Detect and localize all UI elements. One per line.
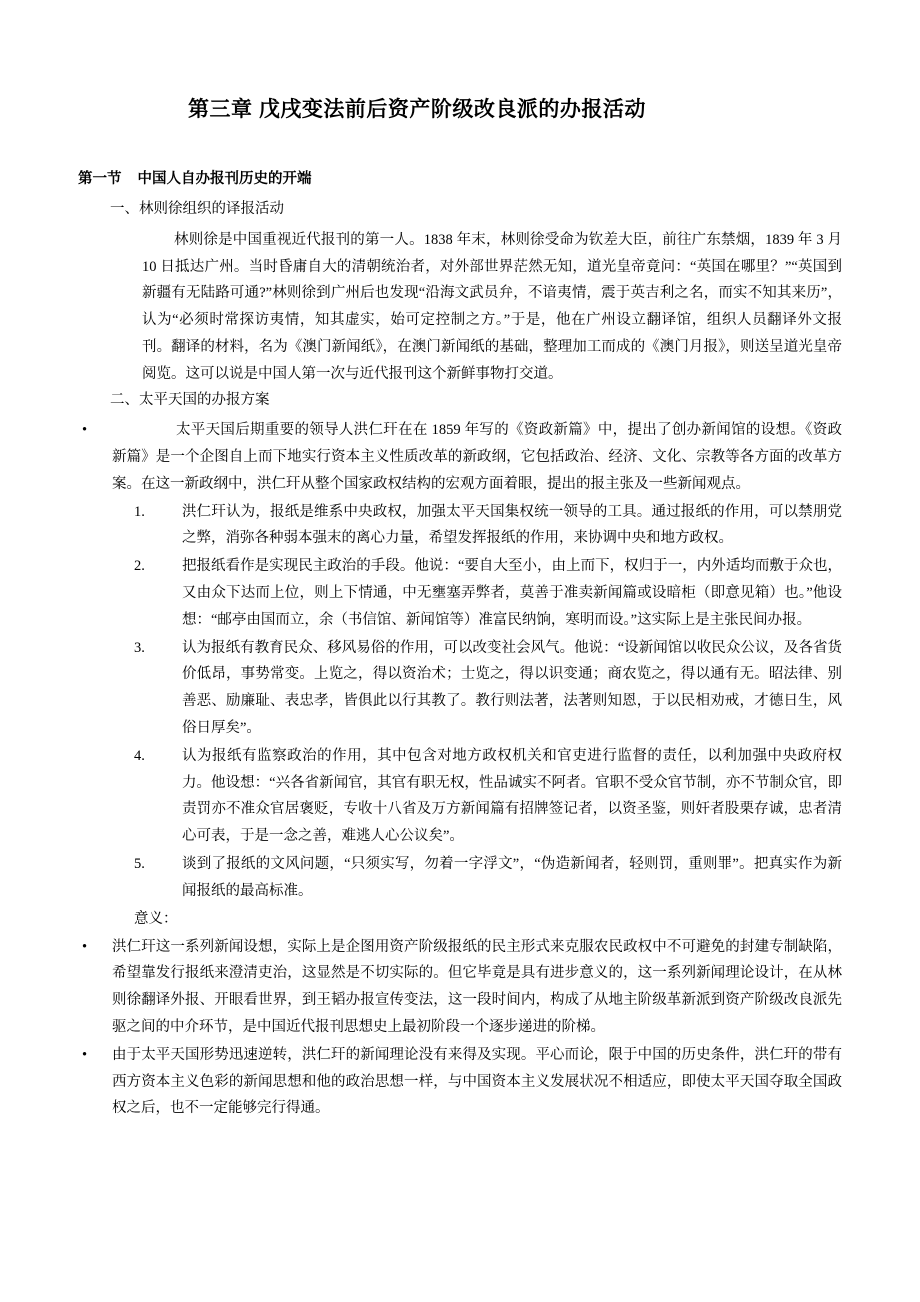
list-item-text: 洪仁玕这一系列新闻设想，实际上是企图用资产阶级报纸的民主形式来克服农民政权中不可避免的封建专制缺陷，希望靠发行报纸来澄清吏治，这显然是不切实际的。但它毕竟是具有进步意义的，这一系列新闻理论设计，在从林则徐翻译外报、开眼看世界，到王韬办报宣传变法，这一段时间内，构成了从地主阶级革新派到资产阶级改良派先驱之间的中介环节，是中国近代报刊思想史上最初阶段一个逐步递进的阶梯。	[112, 938, 842, 1035]
list-item-text: 谈到了报纸的文风问题，“只须实写，勿着一字浮文”，“伪造新闻者，轻则罚，重则罪”。把真实作为新闻报纸的最高标准。	[182, 856, 842, 899]
list-item-text: 洪仁玕认为，报纸是维系中央政权，加强太平天国集权统一领导的工具。通过报纸的作用，可以禁朋党之弊，消弥各种弱本强末的离心力量，希望发挥报纸的作用，来协调中央和地方政权。	[182, 503, 842, 547]
section-heading	[78, 167, 842, 188]
table-row	[78, 743, 842, 850]
section-heading-text: 中国人自办报刊历史的开端	[137, 171, 312, 188]
table-row	[78, 499, 842, 553]
meaning-bullet-list	[78, 934, 842, 1123]
subsection-heading-2: 二、太平天国的办报方案	[110, 391, 270, 408]
table-row	[78, 635, 842, 742]
list-item	[78, 417, 842, 497]
list-item	[78, 934, 842, 1041]
meaning-label: 意义：	[134, 910, 178, 927]
paragraph-taiping-intro: 太平天国后期重要的领导人洪仁玕在在 1859 年写的《资政新篇》中，提出了创办新闻馆的设想。《资政新篇》是一个企图自上而下地实行资本主义性质改革的新政纲，它包括政治、经济、文化、宗教等各方面的改革方案。在这一新政纲中，洪仁玕从整个国家政权结构的宏观方面着眼，提出的报主张及一些新闻观点。	[112, 422, 842, 492]
bullet-icon: •	[82, 422, 88, 439]
bullet-icon: •	[82, 1046, 88, 1063]
list-item-text: 把报纸看作是实现民主政治的手段。他说：“要自大至小，由上而下，权归于一，内外适均而敷于众也，又由众下达而上位，则上下情通，中无壅塞弄弊者，莫善于准卖新闻篇或设暗柜（即意见箱）也。”他设想：“邮亭由国而立，余（书信馆、新闻馆等）准富民纳饷，寒明而设。”这实际上是主张民间办报。	[182, 558, 842, 628]
paragraph-lin-zexu: 林则徐是中国重视近代报刊的第一人。1838 年末，林则徐受命为钦差大臣，前往广东禁烟，1839 年 3 月 10 日抵达广州。当时昏庸自大的清朝统治者，对外部世界茫然无知，道光皇帝竟问：“英国在哪里？”“英国到新疆有无陆路可通?”林则徐到广州后也发现“沿海文武员弁，不谙夷情，震于英吉利之名，而实不知其来历”，认为“必须时常探访夷情，知其虚实，始可定控制之方。”于是，他在广州设立翻译馆，组织人员翻译外文报刊。翻译的材料，名为《澳门新闻纸》，在澳门新闻纸的基础，整理加工而成的《澳门月报》，则送呈道光皇帝阅览。这可以说是中国人第一次与近代报刊这个新鲜事物打交道。	[142, 231, 842, 382]
list-number: 1.	[134, 503, 145, 520]
table-row	[78, 553, 842, 633]
subsection-heading-1: 一、林则徐组织的译报活动	[110, 201, 284, 218]
list-item	[78, 1042, 842, 1122]
list-number: 2.	[134, 558, 145, 575]
list-number: 3.	[134, 639, 145, 656]
list-number: 4.	[134, 747, 145, 764]
list-item-text: 认为报纸有监察政治的作用，其中包含对地方政权机关和官吏进行监督的责任，以利加强中央政府权力。他设想：“兴各省新闻官，其官有职无权，性品诚实不阿者。官职不受众官节制，亦不节制众官，即责罚亦不准众官居褒贬，专收十八省及万方新闻篇有招牌签记者，以资圣鉴，则奸者股栗存诚，忠者清心可表，于是一念之善，难逃人心公议矣”。	[182, 747, 842, 845]
section-heading-prefix: 第一节	[78, 171, 122, 188]
bullet-icon: •	[82, 938, 88, 955]
list-number: 5.	[134, 856, 145, 873]
table-row	[78, 851, 842, 905]
list-item-text: 认为报纸有教育民众、移风易俗的作用，可以改变社会风气。他说：“设新闻馆以收民众公议，及各省货价低昂，事势常变。上览之，得以资治术；士览之，得以识变通；商农览之，得以通有无。昭法律、别善恶、励廉耻、表忠孝，皆俱此以行其教了。教行则法著，法著则知恩，于以民相劝戒，才德日生，风俗日厚矣”。	[182, 639, 842, 737]
page-title: 第三章 戊戌变法前后资产阶级改良派的办报活动	[188, 98, 646, 121]
list-item-text: 由于太平天国形势迅速逆转，洪仁玕的新闻理论没有来得及实现。平心而论，限于中国的历史条件，洪仁玕的带有西方资本主义色彩的新闻思想和他的政治思想一样，与中国资本主义发展状况不相适应，即使太平天国夺取全国政权之后，也不一定能够完行得通。	[112, 1046, 842, 1117]
